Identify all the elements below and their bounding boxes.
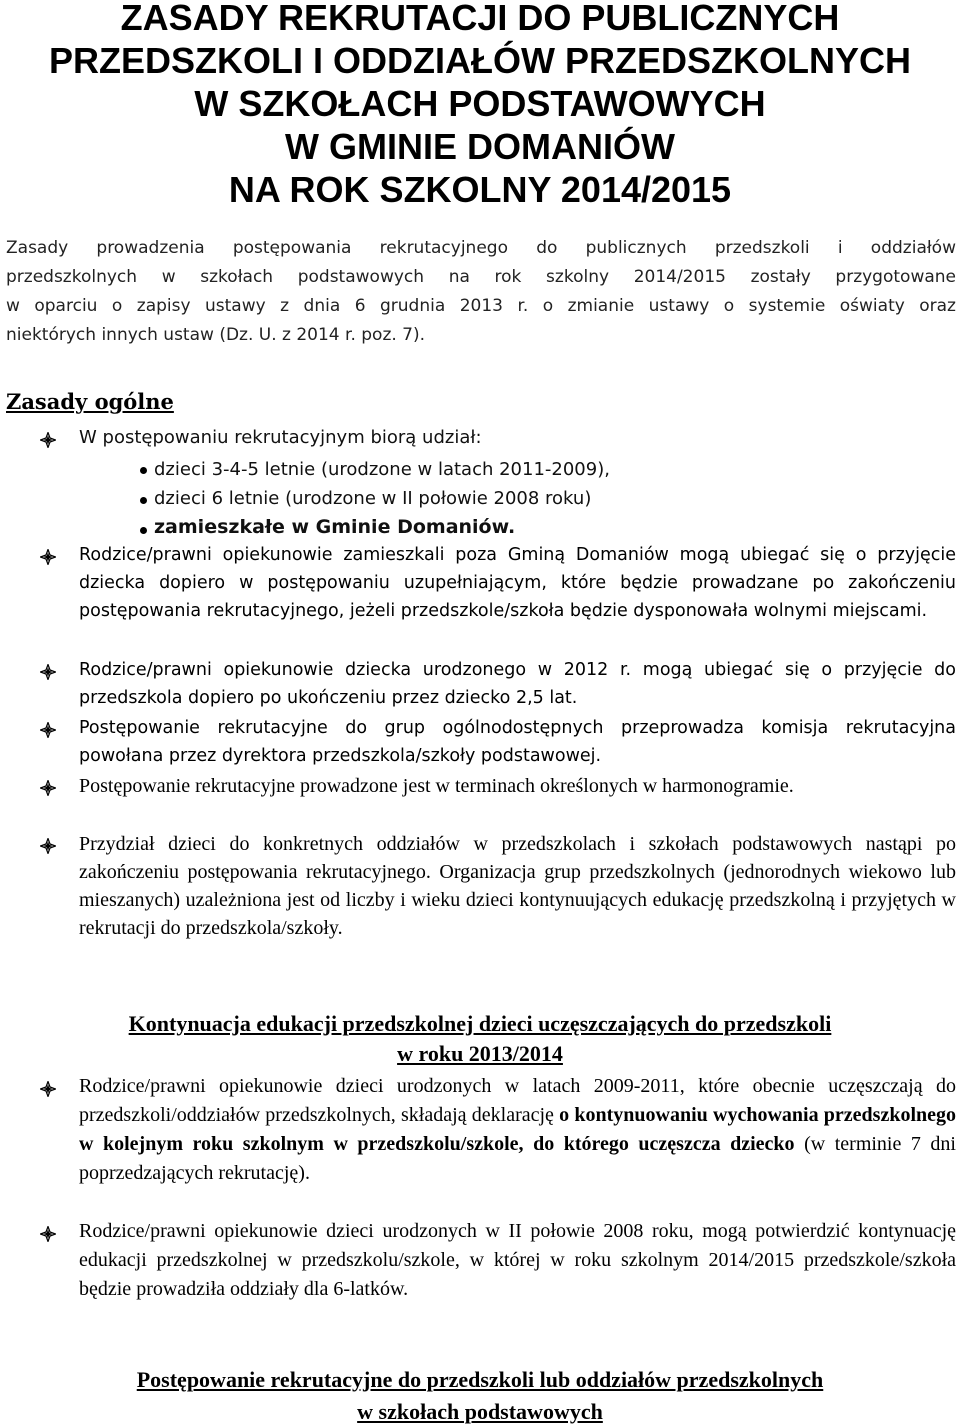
intro-line-3: w oparciu o zapisy ustawy z dnia 6 grudnia 2013 r. o zmianie ustawy o systemie oświaty oraz bbox=[6, 296, 956, 316]
title-line-5: NA ROK SZKOLNY 2014/2015 bbox=[228, 169, 732, 210]
diamond-bullet-icon bbox=[40, 838, 56, 854]
general-item-3: Postępowanie rekrutacyjne do grup ogólnodostępnych przeprowadza komisja rekrutacyjna powołana przez dyrektora przedszkola/szkoły podstawowej. bbox=[79, 718, 956, 766]
diamond-bullet-icon bbox=[40, 549, 56, 565]
general-item-2: Rodzice/prawni opiekunowie dziecka urodzonego w 2012 r. mogą ubiegać się o przyjęcie do przedszkola dopiero po ukończeniu przez dziecko 2,5 lat. bbox=[79, 660, 956, 708]
continuation-item-1 bbox=[79, 1072, 956, 1188]
continuation-item-1-bold: o kontynuowaniu wychowania przedszkolnego w kolejnym roku szkolnym w przedszkolu/szkole, do którego uczęszcza dziecko bbox=[79, 1104, 957, 1155]
sub-item-1: dzieci 3-4-5 letnie (urodzone w latach 2011-2009), bbox=[154, 459, 610, 480]
participation-intro: W postępowaniu rekrutacyjnym biorą udział: bbox=[79, 427, 482, 448]
title-line-2: PRZEDSZKOLI I ODDZIAŁÓW PRZEDSZKOLNYCH bbox=[49, 40, 911, 81]
bullet-dot-icon bbox=[140, 497, 147, 504]
continuation-item-2: Rodzice/prawni opiekunowie dzieci urodzonych w II połowie 2008 roku, mogą potwierdzić kontynuację edukacji przedszkolnej w przedszkolu/szkole, w której w roku szkolnym 2014/2015 przedszkole/szkoła będzie prowadziła oddziały dla 6-latków. bbox=[79, 1220, 956, 1300]
recruitment-heading-line-1: Postępowanie rekrutacyjne do przedszkoli lub oddziałów przedszkolnych bbox=[136, 1367, 824, 1392]
intro-line-1: Zasady prowadzenia postępowania rekrutacyjnego do publicznych przedszkoli i oddziałów bbox=[6, 238, 956, 258]
recruitment-heading-line-2: w szkołach podstawowych bbox=[357, 1399, 603, 1424]
title-line-1: ZASADY REKRUTACJI DO PUBLICZNYCH bbox=[120, 0, 840, 38]
continuation-heading-line-2: w roku 2013/2014 bbox=[397, 1041, 563, 1066]
general-rules-heading: Zasady ogólne bbox=[6, 389, 174, 414]
continuation-item-1-text-b: (w terminie 7 dni poprzedzających rekrutację). bbox=[79, 1133, 956, 1184]
bullet-dot-icon bbox=[140, 527, 147, 534]
diamond-bullet-icon bbox=[40, 1081, 56, 1097]
diamond-bullet-icon bbox=[40, 664, 56, 680]
general-item-4: Postępowanie rekrutacyjne prowadzone jest w terminach określonych w harmonogramie. bbox=[79, 775, 794, 797]
diamond-bullet-icon bbox=[40, 1226, 56, 1242]
diamond-bullet-icon bbox=[40, 722, 56, 738]
bullet-dot-icon bbox=[140, 467, 147, 474]
intro-line-4: niektórych innych ustaw (Dz. U. z 2014 r. poz. 7). bbox=[6, 325, 426, 345]
continuation-item-1-text-a: Rodzice/prawni opiekunowie dzieci urodzonych w latach 2009-2011, które obecnie uczęszczają do przedszkoli/oddziałów przedszkolnych, składają deklarację bbox=[79, 1075, 956, 1126]
diamond-bullet-icon bbox=[40, 780, 56, 796]
title-line-3: W SZKOŁACH PODSTAWOWYCH bbox=[194, 83, 766, 124]
sub-item-3: zamieszkałe w Gminie Domaniów. bbox=[154, 516, 516, 538]
general-item-1: Rodzice/prawni opiekunowie zamieszkali poza Gminą Domaniów mogą ubiegać się o przyjęcie dziecka dopiero w postępowaniu uzupełniającym, które będzie prowadzane po zakończeniu postępowania rekrutacyjnego, jeżeli przedszkole/szkoła będzie dysponowała wolnymi miejscami. bbox=[79, 545, 956, 621]
continuation-heading-line-1: Kontynuacja edukacji przedszkolnej dzieci uczęszczających do przedszkoli bbox=[128, 1011, 832, 1036]
intro-line-2: przedszkolnych w szkołach podstawowych na rok szkolny 2014/2015 zostały przygotowane bbox=[6, 267, 956, 287]
sub-item-2: dzieci 6 letnie (urodzone w II połowie 2008 roku) bbox=[154, 488, 592, 509]
diamond-bullet-icon bbox=[40, 432, 56, 448]
title-line-4: W GMINIE DOMANIÓW bbox=[285, 126, 675, 167]
general-item-5: Przydział dzieci do konkretnych oddziałów w przedszkolach i szkołach podstawowych nastąpi po zakończeniu postępowania rekrutacyjnego. Organizacja grup przedszkolnych (jednorodnych wiekowo lub mieszanych) uzależniona jest od liczby i wieku dzieci kontynuujących edukację przedszkolną i przyjętych w rekrutacji do przedszkola/szkoły. bbox=[79, 833, 956, 939]
